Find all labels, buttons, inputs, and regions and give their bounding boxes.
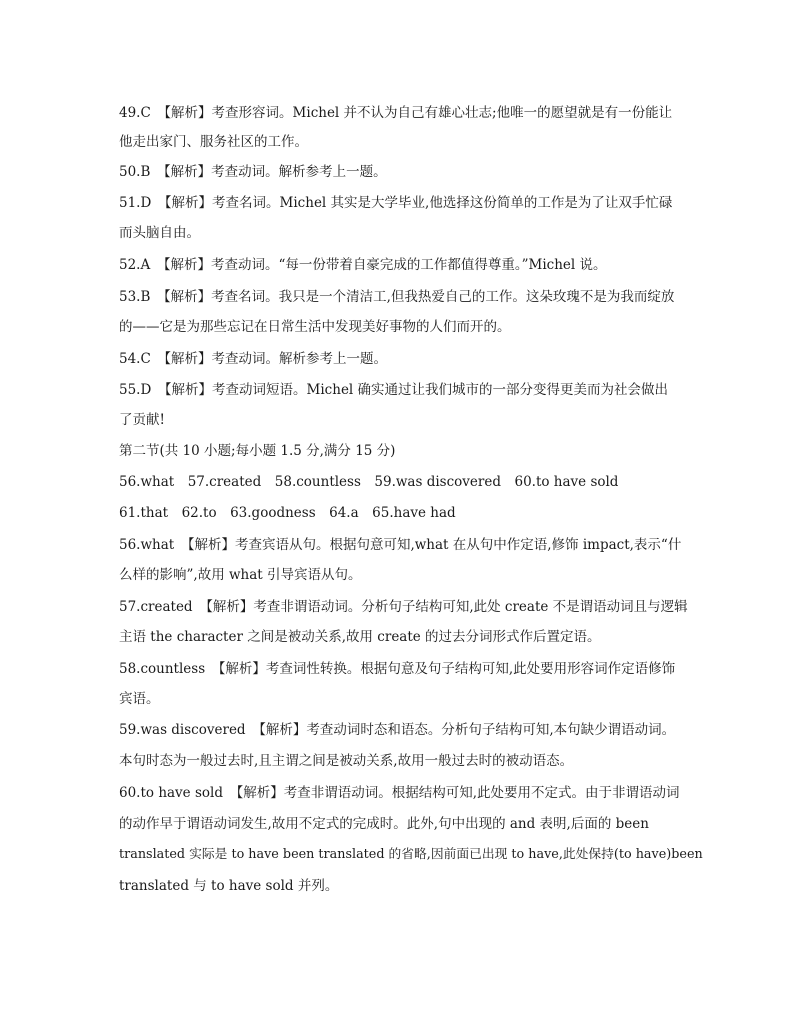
answer-55-line-2: 了贡献! <box>119 412 165 428</box>
answer-58-line-2: 宾语。 <box>119 691 160 707</box>
answer-51-line-1: 51.D 【解析】考查名词。Michel 其实是大学毕业,他选择这份简单的工作是为了让双手忙碌 <box>119 195 673 211</box>
answer-key-row-2: 61.that 62.to 63.goodness 64.a 65.have had <box>119 505 456 521</box>
answer-50-line: 50.B 【解析】考查动词。解析参考上一题。 <box>119 164 387 180</box>
answer-59-line-2: 本句时态为一般过去时,且主谓之间是被动关系,故用一般过去时的被动语态。 <box>119 753 574 769</box>
answer-59-line-1: 59.was discovered 【解析】考查动词时态和语态。分析句子结构可知,本句缺少谓语动词。 <box>119 722 676 738</box>
answer-57-line-1: 57.created 【解析】考查非谓语动词。分析句子结构可知,此处 create 不是谓语动词且与逻辑 <box>119 599 688 615</box>
section-heading: 第二节(共 10 小题;每小题 1.5 分,满分 15 分) <box>119 443 396 459</box>
answer-54-line: 54.C 【解析】考查动词。解析参考上一题。 <box>119 351 388 367</box>
answer-57-line-2: 主语 the character 之间是被动关系,故用 create 的过去分词形式作后置定语。 <box>119 629 601 645</box>
answer-53-line-1: 53.B 【解析】考查名词。我只是一个清洁工,但我热爱自己的工作。这朵玫瑰不是为我而绽放 <box>119 289 675 305</box>
answer-49-line-1: 49.C 【解析】考查形容词。Michel 并不认为自己有雄心壮志;他唯一的愿望就是有一份能让 <box>119 105 673 121</box>
answer-58-line-1: 58.countless 【解析】考查词性转换。根据句意及句子结构可知,此处要用形容词作定语修饰 <box>119 661 676 677</box>
answer-49-line-2: 他走出家门、服务社区的工作。 <box>119 134 308 150</box>
answer-56-line-1: 56.what 【解析】考查宾语从句。根据句意可知,what 在从句中作定语,修饰 impact,表示“什 <box>119 537 682 553</box>
answer-60-line-4: translated 与 to have sold 并列。 <box>119 878 339 894</box>
answer-55-line-1: 55.D 【解析】考查动词短语。Michel 确实通过让我们城市的一部分变得更美而为社会做出 <box>119 382 669 398</box>
answer-53-line-2: 的——它是为那些忘记在日常生活中发现美好事物的人们而开的。 <box>119 319 511 335</box>
answer-60-line-3: translated 实际是 to have been translated 的省略,因前面已出现 to have,此处保持(to have)been <box>119 847 703 862</box>
answer-52-line: 52.A 【解析】考查动词。“每一份带着自豪完成的工作都值得尊重。”Michel 说。 <box>119 257 607 273</box>
answer-key-row-1: 56.what 57.created 58.countless 59.was discovered 60.to have sold <box>119 474 619 490</box>
answer-60-line-2: 的动作早于谓语动词发生,故用不定式的完成时。此外,句中出现的 and 表明,后面的 been <box>119 816 649 832</box>
answer-51-line-2: 而头脑自由。 <box>119 225 200 241</box>
answer-60-line-1: 60.to have sold 【解析】考查非谓语动词。根据结构可知,此处要用不定式。由于非谓语动词 <box>119 785 680 801</box>
answer-56-line-2: 么样的影响”,故用 what 引导宾语从句。 <box>119 567 362 583</box>
